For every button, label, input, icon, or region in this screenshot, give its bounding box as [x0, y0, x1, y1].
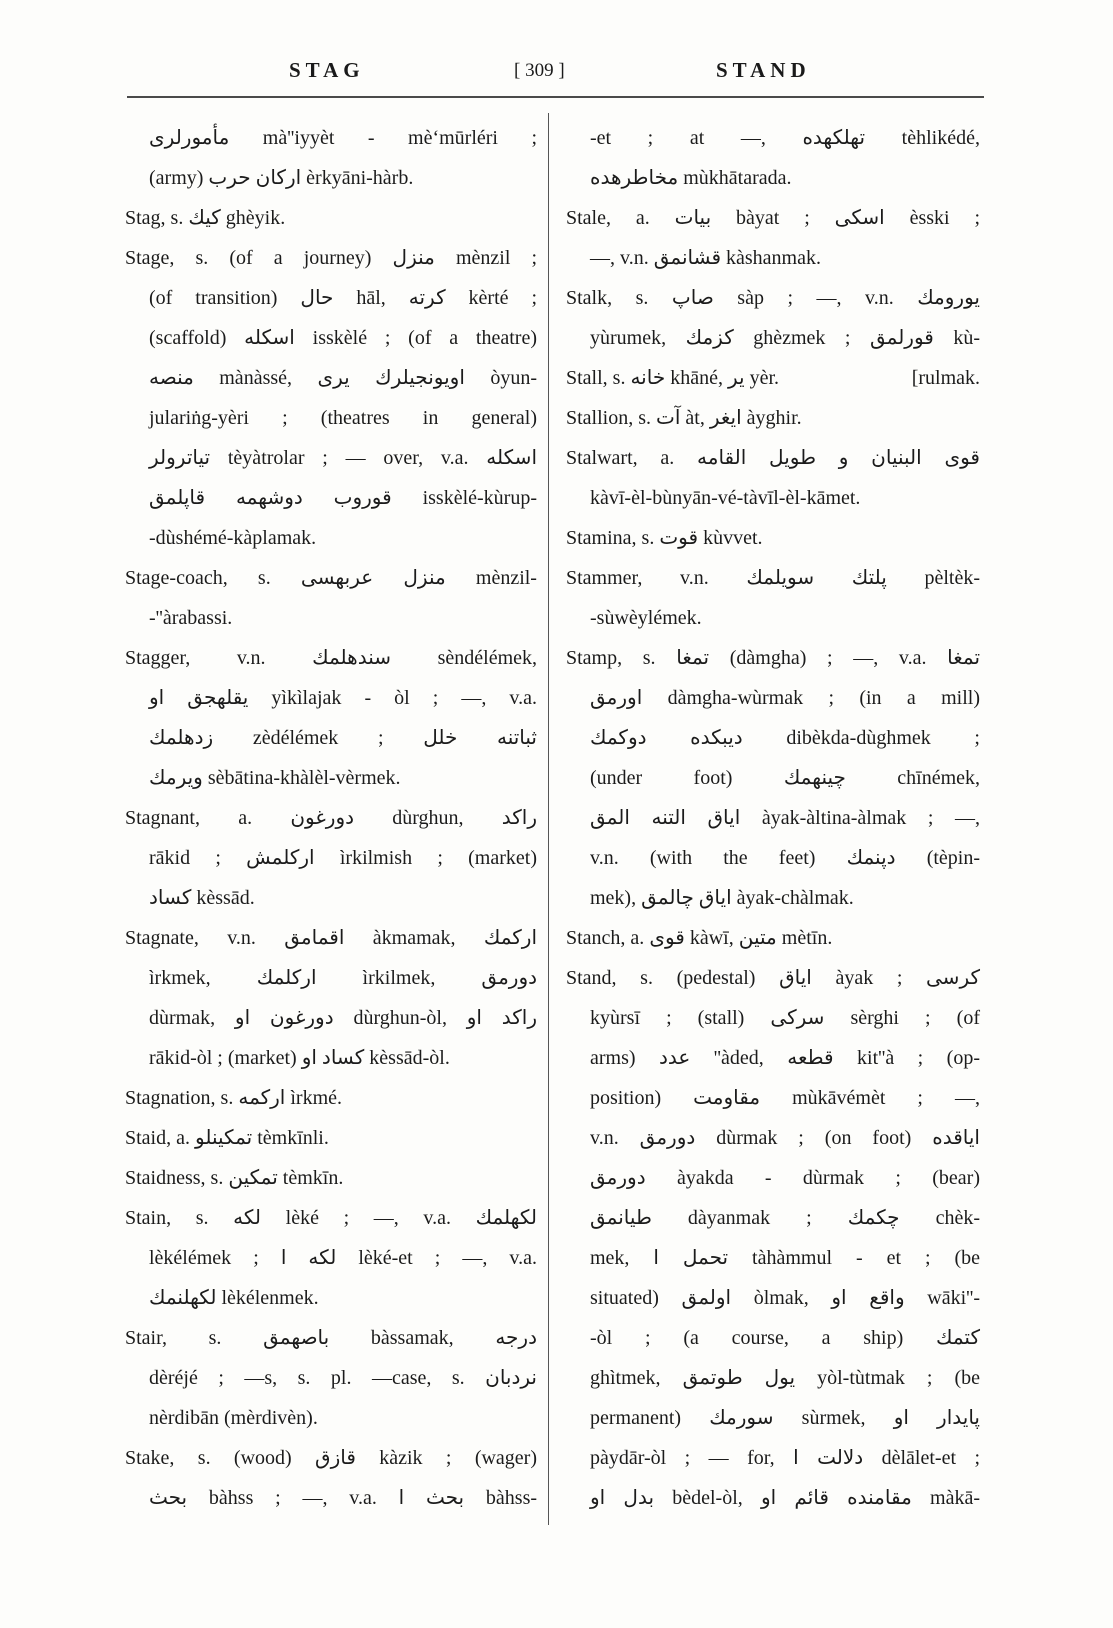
- entry-line: [566, 318, 980, 358]
- entry-headline: [566, 398, 980, 438]
- right-column: [566, 118, 980, 1518]
- running-head-right: STAND: [716, 58, 811, 82]
- entry-line: [566, 1078, 980, 1118]
- line-text: لكهلنمك lèkélenmek.: [149, 1287, 319, 1309]
- line-text: (under foot) چينهمك chīnémek,: [590, 767, 980, 789]
- entry-headline: [125, 238, 537, 278]
- entry-line: [566, 718, 980, 758]
- line-text: Stagger, v.n. سندهلمك sèndélémek,: [125, 647, 538, 669]
- line-text: بحث bàhss ; —, v.a. بحث ا bàhss-: [149, 1487, 538, 1509]
- line-text: Stair, s. باصهمق bàssamak, درجه: [125, 1327, 537, 1349]
- line-text: منصه mànàssé, اويونجيلرك يرى òyun-: [149, 367, 537, 389]
- entry-line: [125, 1398, 537, 1438]
- line-text: mek), اياق چالمق àyak-chàlmak.: [590, 887, 854, 909]
- left-column: [125, 118, 537, 1518]
- entry-line: [566, 238, 980, 278]
- line-text: Stage-coach, s. منزل عربهسى mènzil-: [125, 567, 537, 589]
- continued-entry: [125, 118, 537, 198]
- line-text: مخاطرهده mùkhātarada.: [590, 167, 792, 189]
- column-divider: [548, 113, 549, 1525]
- line-text: rākid ; اركلمش ìrkilmish ; (market): [149, 847, 537, 869]
- line-text: طيانمق dàyanmak ; چكمك chèk-: [590, 1207, 980, 1229]
- line-text: اورمق dàmgha-wùrmak ; (in a mill): [590, 687, 980, 709]
- line-text: -''àrabassi.: [149, 607, 233, 629]
- line-text: زدهلمك zèdélémek ; ثباتنه خلل: [149, 727, 537, 749]
- entry-headline: [125, 638, 537, 678]
- entry-line: [125, 1038, 537, 1078]
- line-text: position) مقاومت mùkāvémèt ; —,: [590, 1087, 980, 1109]
- dictionary-entry: [566, 518, 980, 558]
- entry-headline: [125, 558, 537, 598]
- dictionary-entry: [125, 1158, 537, 1198]
- dictionary-entry: [566, 638, 980, 918]
- line-text: mek, تحمل ا tàhàmmul - et ; (be: [590, 1247, 981, 1269]
- entry-line: [566, 998, 980, 1038]
- entry-line: [125, 118, 537, 158]
- entry-line: [566, 158, 980, 198]
- dictionary-entry: [566, 558, 980, 638]
- dictionary-entry: [566, 918, 980, 958]
- entry-line: [566, 878, 980, 918]
- dictionary-entry: [125, 918, 537, 1078]
- line-text: قوروب دوشهمه قاپلمق isskèlé-kùrup-: [149, 487, 537, 509]
- line-text: ديبكده دوكمك dibèkda-dùghmek ;: [590, 727, 980, 749]
- dictionary-entry: [125, 238, 537, 558]
- dictionary-entry: [125, 798, 537, 918]
- line-text: situated) اولمق òlmak, واقع او wāki''-: [590, 1287, 981, 1309]
- line-text: rākid-òl ; (market) كساد او kèssād-òl.: [149, 1047, 450, 1069]
- running-head-left: STAG: [289, 58, 365, 82]
- line-text: Stammer, v.n. پلتك سويلمك pèltèk-: [566, 567, 980, 589]
- entry-line: [125, 1478, 537, 1518]
- entry-headline: [125, 1158, 537, 1198]
- entry-line: [125, 1278, 537, 1318]
- entry-line: [125, 398, 537, 438]
- entry-headline: [125, 1198, 537, 1238]
- line-text: ghìtmek, يول طوتمق yòl-tùtmak ; (be: [590, 1367, 981, 1389]
- line-text: -òl ; (a course, a ship) كتمك: [590, 1327, 980, 1349]
- line-text: dèréjé ; —s, s. pl. —case, s. نردبان: [149, 1367, 537, 1389]
- dictionary-entry: [566, 398, 980, 438]
- line-text: (of transition) حال hāl, كرته kèrté ;: [149, 287, 538, 309]
- line-text: Stake, s. (wood) قازق kàzik ; (wager): [125, 1447, 537, 1469]
- entry-line: [125, 158, 537, 198]
- dictionary-entry: [566, 198, 980, 278]
- entry-line: [566, 678, 980, 718]
- entry-line: [566, 598, 980, 638]
- line-text: Stanch, a. قوى kàwī, متين mètīn.: [566, 927, 833, 949]
- entry-headline: [125, 198, 537, 238]
- line-text: yùrumek, كزمك ghèzmek ; قورلمق kù-: [590, 327, 980, 349]
- entry-headline: [125, 918, 537, 958]
- entry-line: [566, 1398, 980, 1438]
- line-text: nèrdibān (mèrdivèn).: [149, 1407, 318, 1429]
- line-text: بدل او bèdel-òl, مقامنده قائم او màkā-: [590, 1487, 980, 1509]
- line-text: dùrmak, دورغون او dùrghun-òl, راكد او: [149, 1007, 538, 1029]
- dictionary-entry: [125, 1198, 537, 1318]
- dictionary-entry: [566, 278, 980, 358]
- entry-line: [566, 838, 980, 878]
- line-text: pàydār-òl ; — for, دلالت ا dèlālet-et ;: [590, 1447, 981, 1469]
- entry-line: [125, 598, 537, 638]
- entry-line: [125, 718, 537, 758]
- entry-line: [566, 1118, 980, 1158]
- line-text: -sùwèylémek.: [590, 607, 702, 629]
- entry-line: [566, 1318, 980, 1358]
- entry-headline: [125, 1078, 537, 1118]
- line-text: kàvī-èl-bùnyān-vé-tàvīl-èl-kāmet.: [590, 487, 861, 509]
- line-text: (scaffold) اسكله isskèlé ; (of a theatre): [149, 327, 537, 349]
- dictionary-entry: [125, 1078, 537, 1118]
- entry-headline: [566, 958, 980, 998]
- dictionary-entry: [125, 1438, 537, 1518]
- dictionary-entry: [125, 1118, 537, 1158]
- entry-line: [566, 1358, 980, 1398]
- line-text: v.n. (with the feet) دپنمك (tèpin-: [590, 847, 981, 869]
- line-text: Stamp, s. تمغا (dàmgha) ; —, v.a. تمغا: [566, 647, 981, 669]
- entry-headline: [566, 358, 980, 398]
- page-number: [ 309 ]: [514, 60, 565, 81]
- entry-line: [125, 878, 537, 918]
- line-text: Stagnation, s. اركمه ìrkmé.: [125, 1087, 343, 1109]
- entry-line: [125, 478, 537, 518]
- entry-line: [125, 958, 537, 998]
- line-text: Staidness, s. تمكين tèmkīn.: [125, 1167, 344, 1189]
- line-text: مأمورلرى mà''iyyèt - mè‘mūrléri ;: [149, 127, 537, 149]
- entry-headline: [566, 278, 980, 318]
- line-text: Stagnant, a. دورغون dùrghun, راكد: [125, 807, 537, 829]
- entry-line: [125, 358, 537, 398]
- continued-entry: [566, 118, 980, 198]
- dictionary-entry: [125, 1318, 537, 1438]
- entry-line: [125, 838, 537, 878]
- line-text: julariṅg-yèri ; (theatres in general): [149, 407, 537, 429]
- entry-headline: [566, 438, 980, 478]
- dictionary-entry: [566, 958, 980, 1518]
- line-text: -et ; at —, تهلكهده tèhlikédé,: [590, 127, 980, 149]
- entry-headline: [566, 518, 980, 558]
- line-text: -dùshémé-kàplamak.: [149, 527, 317, 549]
- entry-headline: [125, 1318, 537, 1358]
- line-text: permanent) سورمك sùrmek, پايدار او: [590, 1407, 980, 1429]
- line-text: ويرمك sèbātina-khàlèl-vèrmek.: [149, 767, 401, 789]
- entry-headline: [566, 558, 980, 598]
- line-text: v.n. دورمق dùrmak ; (on foot) اياقده: [590, 1127, 980, 1149]
- line-text: كساد kèssād.: [149, 887, 255, 909]
- line-text: Stain, s. لكه lèké ; —, v.a. لكهلمك: [125, 1207, 537, 1229]
- entry-line: [125, 518, 537, 558]
- entry-headline: [566, 198, 980, 238]
- entry-line: [566, 1238, 980, 1278]
- line-text: Stalk, s. صاپ sàp ; —, v.n. يورومك: [566, 287, 980, 309]
- entry-line: [125, 278, 537, 318]
- entry-headline: [566, 638, 980, 678]
- entry-line: [566, 1038, 980, 1078]
- entry-headline: [125, 1118, 537, 1158]
- line-text: Stallion, s. آت àt, ايغر àyghir.: [566, 407, 802, 429]
- entry-line: [125, 318, 537, 358]
- entry-line: [566, 478, 980, 518]
- line-text: Stall, s. خانه khāné, ير yèr.: [566, 367, 780, 389]
- line-text: Stag, s. كيك ghèyik.: [125, 207, 286, 229]
- line-text: يقلهجق او yìkìlajak - òl ; —, v.a.: [149, 687, 537, 709]
- line-text: Stage, s. (of a journey) منزل mènzil ;: [125, 247, 538, 269]
- line-text: اياق التنه المق àyak-àltina-àlmak ; —,: [590, 807, 981, 829]
- entry-line: [125, 438, 537, 478]
- header-rule: [127, 96, 984, 98]
- line-text: (army) اركان حرب èrkyāni-hàrb.: [149, 167, 414, 189]
- runover-text: [rulmak.: [911, 367, 980, 389]
- entry-line: [566, 798, 980, 838]
- line-text: Stale, a. بيات bàyat ; اسكى èsski ;: [566, 207, 980, 229]
- entry-line: [125, 998, 537, 1038]
- line-text: تياترولر tèyàtrolar ; — over, v.a. اسكله: [149, 447, 537, 469]
- line-text: lèkélémek ; لكه ا lèké-et ; —, v.a.: [149, 1247, 538, 1269]
- line-text: ìrkmek, اركلمك ìrkilmek, دورمق: [149, 967, 538, 989]
- dictionary-entry: [566, 358, 980, 398]
- line-text: Stagnate, v.n. اقمامق àkmamak, اركمك: [125, 927, 537, 949]
- entry-line: [566, 118, 980, 158]
- line-text: kyùrsī ; (stall) سركى sèrghi ; (of: [590, 1007, 980, 1029]
- entry-line: [566, 1478, 980, 1518]
- entry-line: [566, 758, 980, 798]
- entry-line: [566, 1278, 980, 1318]
- entry-headline: [125, 1438, 537, 1478]
- line-text: Stand, s. (pedestal) اياق àyak ; كرسى: [566, 967, 980, 989]
- entry-headline: [125, 798, 537, 838]
- line-text: Stamina, s. قوت kùvvet.: [566, 527, 763, 549]
- line-text: دورمق àyakda - dùrmak ; (bear): [590, 1167, 980, 1189]
- entry-line: [566, 1438, 980, 1478]
- entry-line: [125, 1238, 537, 1278]
- dictionary-entry: [566, 438, 980, 518]
- entry-line: [566, 1198, 980, 1238]
- dictionary-entry: [125, 198, 537, 238]
- entry-line: [125, 678, 537, 718]
- entry-line: [125, 758, 537, 798]
- line-text: Staid, a. تمكينلو tèmkīnli.: [125, 1127, 329, 1149]
- entry-headline: [566, 918, 980, 958]
- line-text: —, v.n. قشانمق kàshanmak.: [590, 247, 821, 269]
- dictionary-entry: [125, 558, 537, 638]
- line-text: arms) عدد ''àded, قطعه kit''à ; (op-: [590, 1047, 980, 1069]
- entry-line: [566, 1158, 980, 1198]
- entry-line: [125, 1358, 537, 1398]
- line-text: Stalwart, a. قوى البنيان و طويل القامه: [566, 447, 980, 469]
- dictionary-entry: [125, 638, 537, 798]
